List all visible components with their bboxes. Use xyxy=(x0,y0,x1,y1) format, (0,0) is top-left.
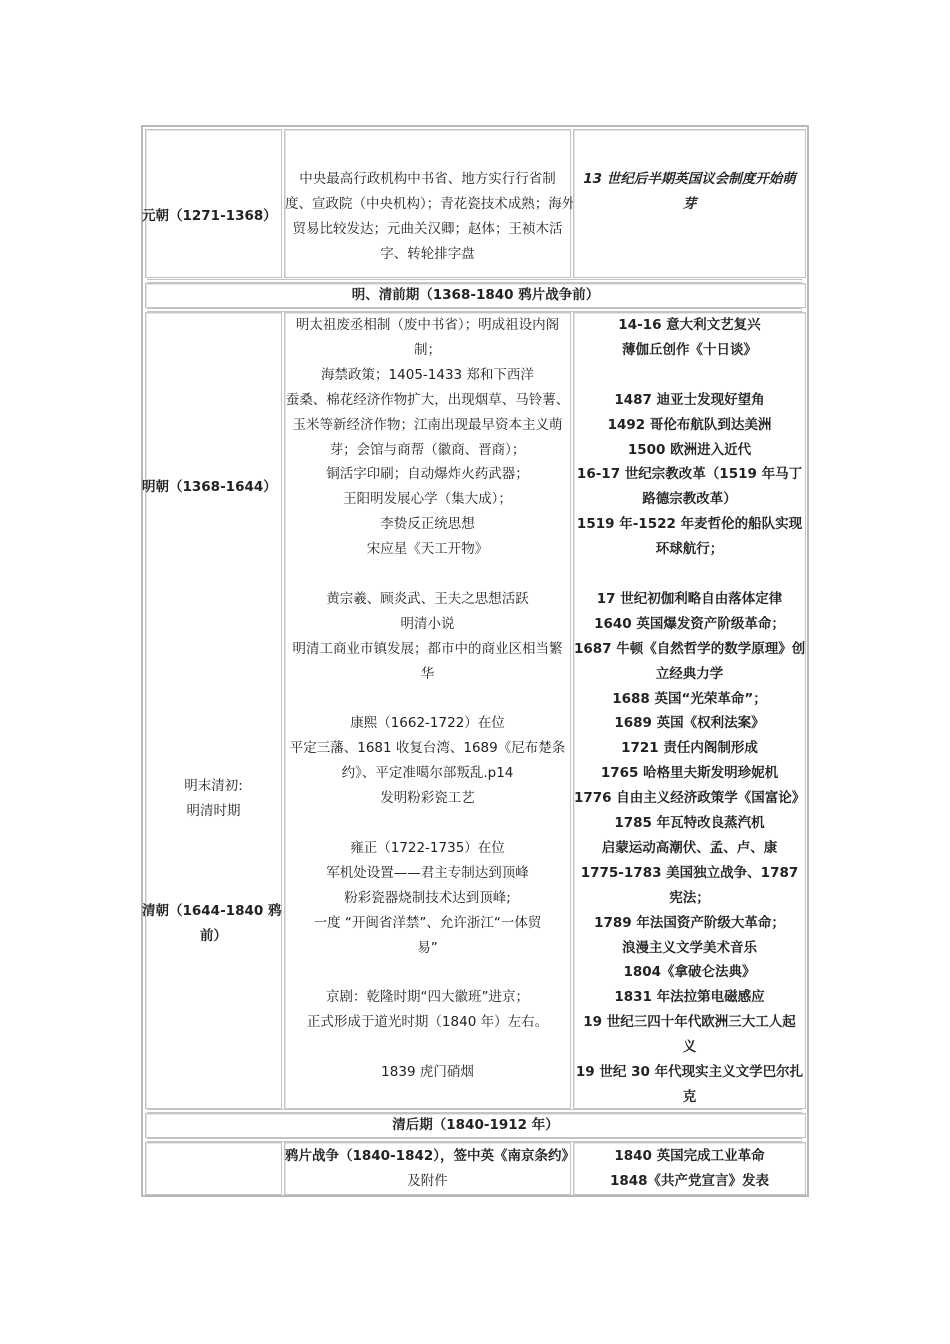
ming-qing-china-line: 王阳明发展心学（集大成）； xyxy=(343,491,512,508)
ming-qing-china-line: 雍正（1722-1735）在位 xyxy=(350,839,505,856)
late-qing-china-line: 及附件 xyxy=(407,1173,448,1189)
late-qing-china-cell xyxy=(284,1142,575,1195)
ming-qing-china-line xyxy=(285,960,570,985)
late-qing-world-line: 1848《共产党宣言》发表 xyxy=(609,1173,770,1189)
ming-qing-world-line: 1721 责任内阁制形成 xyxy=(621,740,758,757)
qing-dynasty-label: 前） xyxy=(200,928,227,944)
period-header-late-qing xyxy=(145,1113,806,1138)
ming-qing-world-line: 16-17 世纪宗教改革（1519 年马丁 xyxy=(576,466,803,483)
ming-qing-world-line: 1519 年-1522 年麦哲伦的船队实现 xyxy=(576,516,803,533)
ming-qing-china-line: 平定三藩、1681 收复台湾、1689《尼布楚条 xyxy=(289,740,566,757)
ming-qing-world-line: 1765 哈格里夫斯发明珍妮机 xyxy=(600,765,779,782)
ming-qing-dynasty-cell xyxy=(142,312,282,1109)
ming-qing-world-line: 1804《拿破仑法典》 xyxy=(623,964,756,981)
yuan-china-line: 度、宣政院（中央机构）；青花瓷技术成熟；海外 xyxy=(285,196,576,212)
period-title: 清后期（1840-1912 年） xyxy=(392,1117,559,1133)
ming-qing-world-line: 薄伽丘创作《十日谈》 xyxy=(622,341,757,358)
yuan-world-line: 13 世纪后半期英国议会制度开始萌 xyxy=(583,171,796,187)
ming-qing-world-cell xyxy=(573,312,806,1109)
ming-qing-china-line: 明清小说 xyxy=(400,615,455,632)
ming-qing-china-line: 正式形成于道光时期（1840 年）左右。 xyxy=(306,1014,549,1031)
late-qing-world-line: 1840 英国完成工业革命 xyxy=(614,1148,765,1164)
ming-qing-china-line: 李贽反正统思想 xyxy=(380,516,475,533)
ming-qing-china-line: 蚕桑、棉花经济作物扩大，出现烟草、马铃薯、 xyxy=(285,391,570,408)
ming-qing-world-line: 立经典力学 xyxy=(655,665,724,682)
yuan-china-cell xyxy=(284,129,576,278)
ming-qing-china-line: 一度 “开闽省洋禁”、允许浙江“一体贸 xyxy=(313,914,542,931)
ming-qing-china-line: 宋应星《天工开物》 xyxy=(366,541,489,558)
ming-qing-world-line: 浪漫主义文学美术音乐 xyxy=(622,939,757,956)
ming-qing-world-line: 义 xyxy=(682,1039,697,1056)
ming-qing-world-line: 14-16 意大利文艺复兴 xyxy=(618,317,761,333)
late-qing-dynasty-cell xyxy=(145,1142,282,1195)
ming-qing-china-line: 制； xyxy=(414,341,441,358)
ming-qing-china-line: 明清工商业市镇发展；都市中的商业区相当繁 xyxy=(292,640,563,657)
ming-qing-world-line xyxy=(574,562,805,587)
yuan-world-cell xyxy=(573,129,806,278)
ming-qing-china-line xyxy=(285,1035,570,1060)
ming-qing-world-line: 1689 英国《权利法案》 xyxy=(614,715,765,732)
ming-qing-world-line: 环球航行； xyxy=(655,541,724,558)
ming-qing-world-line xyxy=(574,363,805,388)
period-title: 明、清前期（1368-1840 鸦片战争前） xyxy=(351,287,600,303)
ming-qing-world-line: 17 世纪初伽利略自由落体定律 xyxy=(596,590,783,607)
ming-qing-world-line: 1487 迪亚士发现好望角 xyxy=(614,391,765,408)
ming-qing-world-line: 1776 自由主义经济政策学《国富论》 xyxy=(574,790,806,807)
yuan-china-line: 字、转轮排字盘 xyxy=(380,246,475,262)
ming-qing-world-line: 1831 年法拉第电磁感应 xyxy=(614,989,765,1006)
yuan-china-line: 贸易比较发达；元曲关汉卿；赵体；王祯木活 xyxy=(292,221,563,237)
ming-qing-china-line: 发明粉彩瓷工艺 xyxy=(380,790,475,807)
ming-qing-world-line: 1687 牛顿《自然哲学的数学原理》创 xyxy=(574,640,806,657)
ming-qing-world-line: 19 世纪 30 年代现实主义文学巴尔扎 xyxy=(575,1064,804,1080)
transition-label: 明末清初: xyxy=(184,778,243,794)
transition-label: 明清时期 xyxy=(186,803,241,819)
ming-qing-china-line: 粉彩瓷器烧制技术达到顶峰; xyxy=(344,889,511,906)
ming-qing-world-line: 1500 欧洲进入近代 xyxy=(627,441,752,458)
ming-qing-china-line: 京剧：乾隆时期“四大徽班”进京； xyxy=(326,989,529,1006)
ming-qing-world-line: 克 xyxy=(682,1088,697,1105)
late-qing-world-cell xyxy=(573,1142,806,1195)
ming-qing-world-line: 宪法； xyxy=(669,889,710,906)
yuan-dynasty-label: 元朝（1271-1368） xyxy=(142,208,277,224)
ming-qing-china-line xyxy=(285,562,570,587)
ming-qing-china-line: 1839 虎门硝烟 xyxy=(381,1064,474,1080)
late-qing-china-line: 鸦片战争（1840-1842），签中英《南京条约》 xyxy=(285,1148,575,1164)
yuan-dynasty-cell xyxy=(142,129,282,278)
ming-qing-china-line: 军机处设置——君主专制达到顶峰 xyxy=(326,864,529,881)
ming-qing-world-line: 1492 哥伦布航队到达美洲 xyxy=(607,416,772,433)
ming-qing-world-line: 1775-1783 美国独立战争、1787 xyxy=(580,864,799,881)
ming-qing-china-line: 易” xyxy=(417,939,438,956)
ming-qing-china-cell xyxy=(284,312,571,1109)
ming-qing-world-line: 启蒙运动高潮伏、孟、卢、康 xyxy=(601,839,778,856)
ming-qing-world-line: 1785 年瓦特改良蒸汽机 xyxy=(614,815,765,831)
ming-qing-china-line: 海禁政策；1405-1433 郑和下西洋 xyxy=(321,366,534,383)
ming-qing-china-line: 黄宗羲、顾炎武、王夫之思想活跃 xyxy=(326,590,529,607)
ming-qing-world-line: 1688 英国“光荣革命”； xyxy=(612,690,767,707)
ming-qing-china-line: 明太祖废丞相制（废中书省）；明成祖设内阁 xyxy=(295,317,560,333)
ming-qing-china-line: 芽；会馆与商帮（徽商、晋商）； xyxy=(329,441,526,458)
ming-qing-world-line: 19 世纪三四十年代欧洲三大工人起 xyxy=(583,1014,796,1031)
ming-qing-china-line xyxy=(285,811,570,836)
ming-qing-china-line: 约》、平定准噶尔部叛乱.p14 xyxy=(341,765,514,782)
ming-qing-world-line: 1640 英国爆发资产阶级革命； xyxy=(594,615,785,632)
ming-qing-china-line: 铜活字印刷；自动爆炸火药武器； xyxy=(326,466,529,483)
ming-qing-china-line: 康熙（1662-1722）在位 xyxy=(350,715,505,732)
ming-qing-china-line: 玉米等新经济作物；江南出现最早资本主义萌 xyxy=(292,416,563,433)
yuan-china-line: 中央最高行政机构中书省、地方实行行省制 xyxy=(299,171,556,187)
period-header-ming-qing xyxy=(145,283,806,308)
ming-dynasty-label: 明朝（1368-1644） xyxy=(142,479,277,495)
ming-qing-china-line: 华 xyxy=(420,665,435,682)
ming-qing-world-line: 路德宗教改革） xyxy=(642,491,737,508)
yuan-world-line: 芽 xyxy=(682,196,697,212)
ming-qing-china-line xyxy=(285,687,570,712)
ming-qing-world-line: 1789 年法国资产阶级大革命； xyxy=(594,914,785,931)
qing-dynasty-label: 清朝（1644-1840 鸦 xyxy=(142,903,282,919)
